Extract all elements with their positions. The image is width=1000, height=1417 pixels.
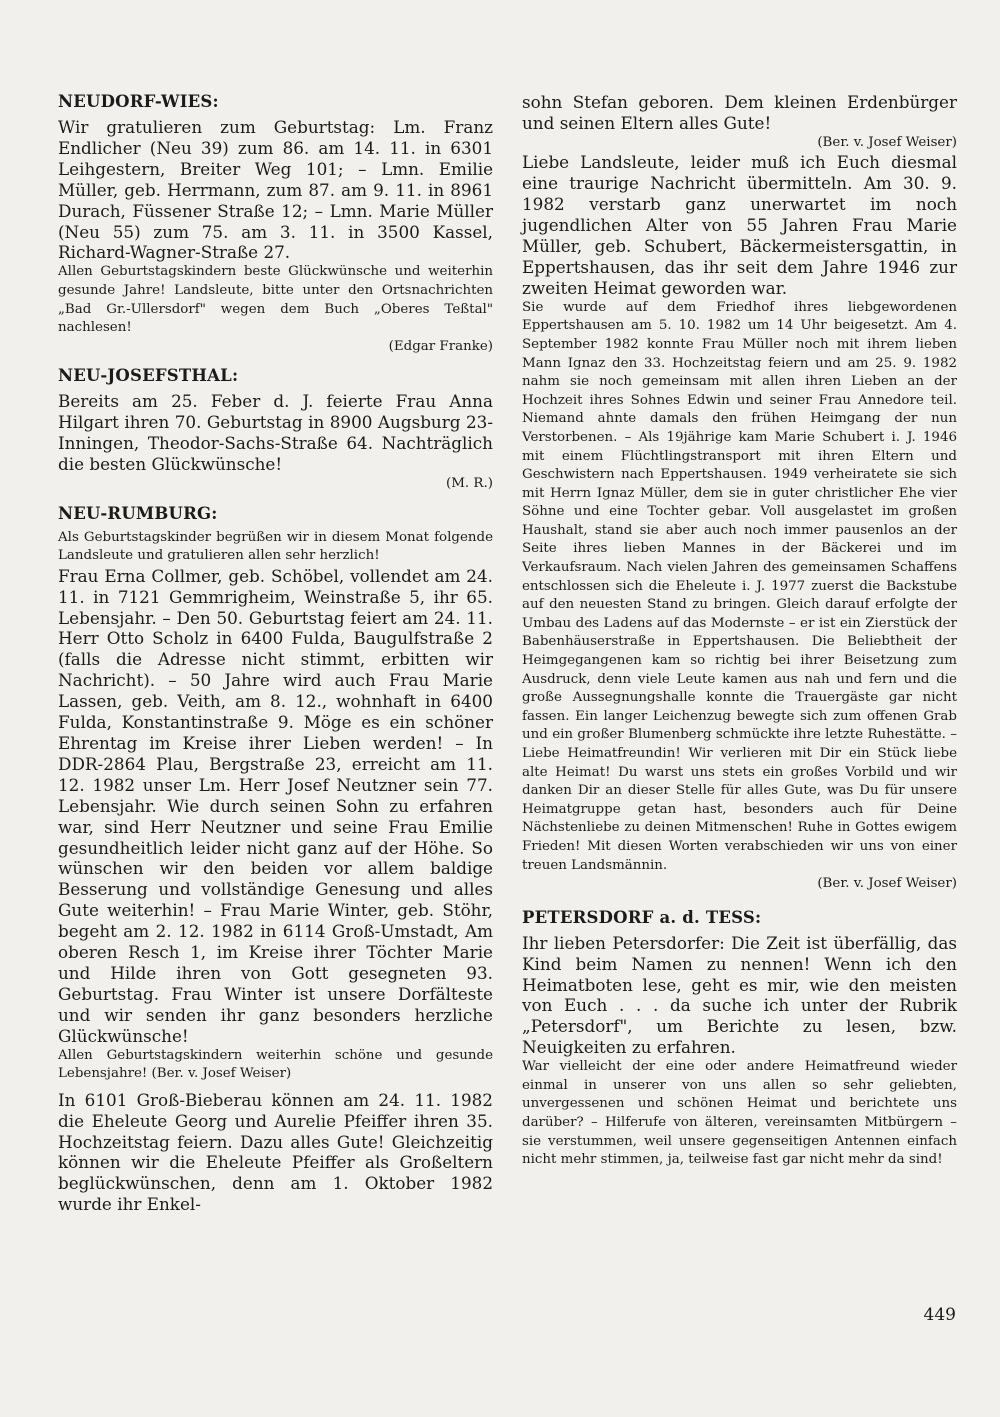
petersdorf-paragraph-1: Ihr lieben Petersdorfer: Die Zeit ist überfällig, das Kind beim Namen zu nennen! Wenn ich den Heimatboten lese, geht es mir, wie den meisten von Euch . . . da suche ich unter der Rubrik „Petersdorf", um Berichte zu lesen, bzw. Neuigkeiten zu erfahren. (522, 932, 957, 1058)
left-column (58, 92, 493, 1215)
neudorf-paragraph-2: Allen Geburtstagskindern beste Glückwünsche und weiterhin gesunde Jahre! Landsleute, bitte unter den Ortsnachrichten „Bad Gr.-Ullersdorf" wegen dem Buch „Oberes Teßtal" nachlesen! (58, 264, 493, 336)
page-number: 449 (923, 1305, 956, 1325)
section-heading-neu-josefsthal: NEU-JOSEFSTHAL: (58, 366, 239, 386)
signature-2: (Ber. v. Josef Weiser) (817, 876, 957, 892)
section-heading-neu-rumburg: NEU-RUMBURG: (58, 503, 218, 523)
neurumburg-paragraph-1: Als Geburtstagskinder begrüßen wir in diesem Monat folgende Landsleute und gratulieren allen sehr herzlich! (58, 529, 493, 564)
neujosefsthal-paragraph-1: Bereits am 25. Feber d. J. feierte Frau Anna Hilgart ihren 70. Geburtstag in 8900 Augsburg 23-Inningen, Theodor-Sachs-Straße 64. Nachträglich die besten Glückwünsche! (58, 391, 493, 475)
signature-1: (Ber. v. Josef Weiser) (817, 134, 957, 150)
right-column (522, 92, 957, 1170)
petersdorf-paragraph-2: War vielleicht der eine oder andere Heimatfreund wieder einmal in unserer von uns allen so sehr geliebten, unvergessenen und schönen Heimat und berichtete uns darüber? – Hilferufe von älteren, vereinsamten Mitbürgern – sie verstummen, weil unsere gegenseitigen Antennen einfach nicht mehr stimmen, ja, teilweise fast gar nicht mehr da sind! (522, 1059, 957, 1168)
section-heading-neudorf-wies: NEUDORF-WIES: (58, 92, 219, 111)
neujosefsthal-signature: (M. R.) (445, 475, 493, 491)
obituary-intro: Liebe Landsleute, leider muß ich Euch diesmal eine traurige Nachricht übermitteln. Am 30. 9. 1982 verstarb ganz unerwartet im noch jugendlichen Alter von 55 Jahren Frau Marie Müller, geb. Schubert, Bäckermeistersgattin, in Eppertshausen, das ihr seit dem Jahre 1946 zur zweiten Heimat geworden war. (522, 152, 957, 298)
neurumburg-paragraph-3: Allen Geburtstagskindern weiterhin schöne und gesunde Lebensjahre! (Ber. v. Josef Weiser) (58, 1047, 493, 1082)
obituary-body: Sie wurde auf dem Friedhof ihres liebgewordenen Eppertshausen am 5. 10. 1982 um 14 Uhr beigesetzt. Am 4. September 1982 konnte Frau Müller noch mit ihrem lieben Mann Ignaz den 33. Hochzeitstag feiern und am 25. 9. 1982 nahm sie noch gemeinsam mit allen ihren Lieben an der Hochzeit ihres Sohnes Edwin und seiner Frau Annedore teil. Niemand ahnte damals den frühen Heimgang der nun Verstorbenen. – Als 19jährige kam Marie Schubert i. J. 1946 mit einem Flüchtlingstransport mit ihren Eltern und Geschwistern nach Eppertshausen. 1949 verheiratete sie sich mit Herrn Ignaz Müller, dem sie in guter christlicher Ehe vier Söhne und eine Tochter gebar. Voll ausgelastet im großen Haushalt, stand sie aber auch noch immer pausenlos an der Seite ihres lieben Mannes in der Bäckerei und im Verkaufsraum. Nach vielen Jahren des gemeinsamen Schaffens entschlossen sich die Eheleute i. J. 1977 zuerst die Backstube auf den neuesten Stand zu bringen. Gleich darauf erfolgte der Umbau des Ladens auf das Modernste – er ist ein Zierstück der Babenhäuserstraße in Eppertshausen. Die Beliebtheit der Heimgegangenen kam so richtig bei ihrer Beisetzung zum Ausdruck, denn viele Leute kamen aus nah und fern und die große Aussegnungshalle konnte die Trauergäste gar nicht fassen. Ein langer Leichenzug bewegte sich zum offenen Grab und ein großer Blumenberg schmückte ihre letzte Ruhestätte. – Liebe Heimatfreundin! Wir verlieren mit Dir ein Stück liebe alte Heimat! Du warst uns stets ein großes Vorbild und wir danken Dir an dieser Stelle für alles Gute, was Du für unsere Heimatgruppe getan hast, besonders auch für Deine Nächstenliebe zu deinen Mitmenschen! Ruhe in Gottes ewigem Frieden! Mit diesen Worten verabschieden wir uns von einer treuen Landsmännin. (522, 299, 957, 873)
section-heading-petersdorf: PETERSDORF a. d. TESS: (522, 907, 762, 927)
neurumburg-paragraph-2: Frau Erna Collmer, geb. Schöbel, vollendet am 24. 11. in 7121 Gemmrigheim, Weinstraße 5, ihr 65. Lebensjahr. – Den 50. Geburtstag feiert am 24. 11. Herr Otto Scholz in 6400 Fulda, Baugulfstraße 2 (falls die Adresse nicht stimmt, erbitten wir Nachricht). – 50 Jahre wird auch Frau Marie Lassen, geb. Veith, am 8. 12., wohnhaft in 6400 Fulda, Konstantinstraße 9. Möge es ein schöner Ehrentag im Kreise ihrer Lieben werden! – In DDR-2864 Plau, Bergstraße 23, erreicht am 11. 12. 1982 unser Lm. Herr Josef Neutzner sein 77. Lebensjahr. Wie durch seinen Sohn zu erfahren war, sind Herr Neutzner und seine Frau Emilie gesundheitlich leider nicht ganz auf der Höhe. So wünschen wir den beiden vor allem baldige Besserung und vollständige Genesung und alles Gute weiterhin! – Frau Marie Winter, geb. Stöhr, begeht am 2. 12. 1982 in 6114 Groß-Umstadt, Am oberen Resch 1, im Kreise ihrer Töchter Marie und Hilde ihren von Gott gesegneten 93. Geburtstag. Frau Winter ist unsere Dorfälteste und wir senden ihr ganz besonders herzliche Glückwünsche! (58, 565, 493, 1046)
neudorf-signature: (Edgar Franke) (388, 338, 493, 354)
continued-paragraph: sohn Stefan geboren. Dem kleinen Erdenbürger und seinen Eltern alles Gute! (522, 92, 957, 133)
neudorf-paragraph-1: Wir gratulieren zum Geburtstag: Lm. Franz Endlicher (Neu 39) zum 86. am 14. 11. in 6301 Leihgestern, Breiter Weg 101; – Lmn. Emilie Müller, geb. Herrmann, zum 87. am 9. 11. in 8961 Durach, Füssener Straße 12; – Lmn. Marie Müller (Neu 55) zum 75. am 3. 11. in 3500 Kassel, Richard-Wagner-Straße 27. (58, 117, 493, 263)
neurumburg-paragraph-4: In 6101 Groß-Bieberau können am 24. 11. 1982 die Eheleute Georg und Aurelie Pfeiffer ihren 35. Hochzeitstag feiern. Dazu alles Gute! Gleichzeitig können wir die Eheleute Pfeiffer als Großeltern beglückwünschen, denn am 1. Oktober 1982 wurde ihr Enkel- (58, 1089, 493, 1215)
